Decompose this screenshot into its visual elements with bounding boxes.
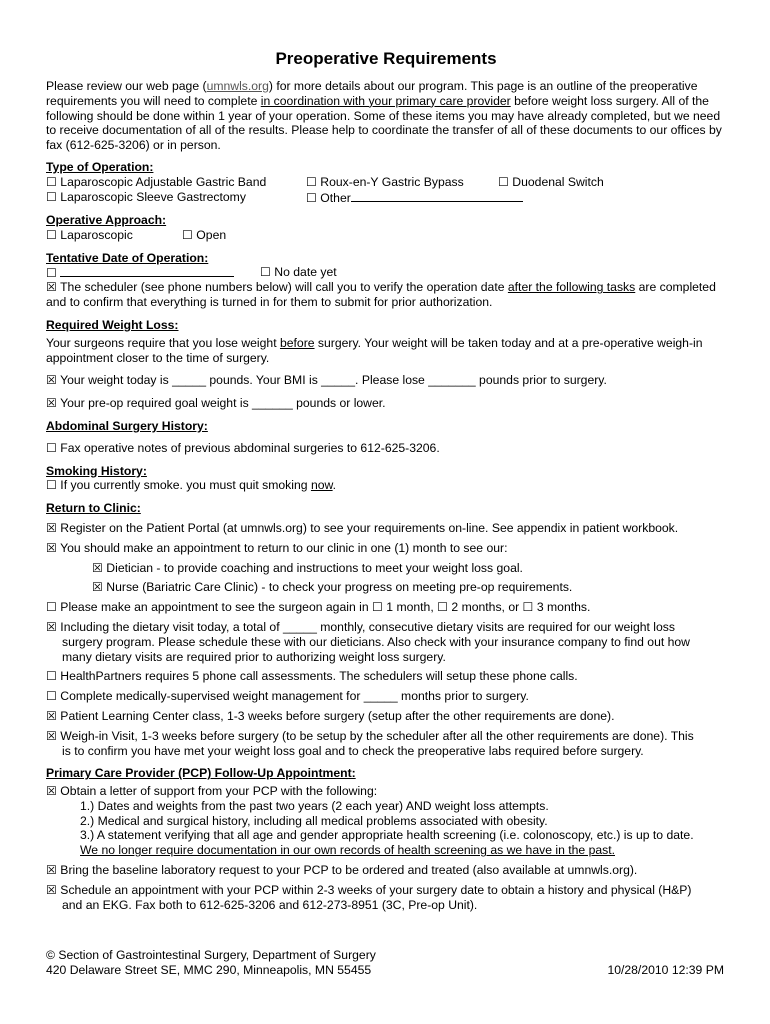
approach-options-row: [46, 228, 726, 243]
smoking-text: ☐ If you currently smoke. you must quit smoking: [46, 478, 311, 493]
footer-department: © Section of Gastrointestinal Surgery, Department of Surgery: [46, 948, 376, 962]
dietary-visits-line: ☒ Including the dietary visit today, a total of _____ monthly, consecutive dietary visits are required for our weight loss: [46, 619, 675, 634]
scheduler-text: ☒ The scheduler (see phone numbers below) will call you to verify the operation date: [46, 280, 508, 295]
pcp-screening-note: We no longer require documentation in our own records of health screening as we have in the past.: [80, 843, 615, 858]
document-page: [46, 48, 726, 912]
return-appointment-item[interactable]: ☒ You should make an appointment to return to our clinic in one (1) month to see our:: [46, 540, 508, 555]
footer-address: 420 Delaware Street SE, MMC 290, Minneapolis, MN 55455: [46, 962, 372, 977]
date-blank-line[interactable]: [60, 265, 234, 277]
option-other[interactable]: [306, 190, 523, 206]
weight-loss-underlined: before: [279, 335, 315, 350]
goal-weight-item[interactable]: ☒ Your pre-op required goal weight is ______ pounds or lower.: [46, 396, 386, 411]
operation-options-row: [46, 175, 726, 190]
footer-timestamp: 10/28/2010 12:39 PM: [607, 963, 724, 977]
option-sleeve-gastrectomy[interactable]: ☐ Laparoscopic Sleeve Gastrectomy: [46, 189, 246, 204]
dietary-visits-item[interactable]: [46, 620, 726, 664]
pcp-schedule-line: ☒ Schedule an appointment with your PCP within 2-3 weeks of your surgery date to obtain a history and physical (H&P): [46, 882, 692, 897]
nurse-item[interactable]: ☒ Nurse (Bariatric Care Clinic) - to check your progress on meeting pre-op requirements.: [92, 580, 573, 595]
weight-loss-heading: Required Weight Loss:: [46, 317, 179, 332]
weight-loss-text: Your surgeons require that you lose weight: [46, 335, 280, 350]
surgeon-appointment-item[interactable]: ☐ Please make an appointment to see the surgeon again in ☐ 1 month, ☐ 2 months, or ☐ 3 months.: [46, 600, 591, 615]
weight-today-item[interactable]: ☒ Your weight today is _____ pounds. Your BMI is _____. Please lose _______ pounds prior to surgery.: [46, 373, 607, 388]
checkbox-icon: ☐: [46, 266, 57, 281]
return-to-clinic-heading: Return to Clinic:: [46, 501, 141, 516]
other-blank-line[interactable]: [351, 190, 523, 202]
option-duodenal-switch[interactable]: ☐ Duodenal Switch: [498, 174, 604, 189]
scheduler-text: are completed and to confirm that everything is turned in for them to submit for prior authorization.: [46, 280, 716, 310]
option-open[interactable]: ☐ Open: [182, 227, 227, 242]
intro-text: Please review our web page (: [46, 79, 207, 93]
dietician-item[interactable]: ☒ Dietician - to provide coaching and instructions to meet your weight loss goal.: [92, 560, 523, 575]
smoking-underlined: now: [310, 478, 333, 493]
intro-underlined-text: in coordination with your primary care provider: [260, 93, 511, 108]
smoking-text: .: [332, 478, 337, 493]
option-no-date-yet[interactable]: ☐ No date yet: [260, 265, 337, 280]
weight-loss-text: surgery. Your weight will be taken today and at a pre-operative weigh-in appointment closer to the time of surgery.: [46, 335, 703, 365]
pcp-letter-subitem: 1.) Dates and weights from the past two years (2 each year) AND weight loss attempts.: [80, 798, 549, 813]
fax-notes-item[interactable]: ☐ Fax operative notes of previous abdominal surgeries to 612-625-3206.: [46, 440, 440, 455]
intro-text: ) for more details about our program. This page is an outline of the preoperative requirements you will need to complete: [46, 79, 698, 108]
pcp-letter-subitem: 3.) A statement verifying that all age and gender appropriate health screening (i.e. colonoscopy, etc.) is up to date.: [80, 828, 694, 843]
scheduler-underlined: after the following tasks: [507, 280, 636, 295]
option-other-label: ☐ Other: [306, 190, 351, 205]
pcp-schedule-item[interactable]: [46, 883, 726, 913]
scheduler-note: [46, 280, 726, 310]
weigh-in-line: ☒ Weigh-in Visit, 1-3 weeks before surgery (to be setup by the scheduler after all the other requirements are done). This: [46, 728, 694, 743]
intro-text: before weight loss surgery. All of the following should be done within 1 year of your operation. Some of these items you may have already completed, but we need to receive documentation of all of the results. Please help to coordinate the transfer of all of these documents to our offices by fax (612-625-3206) or in person.: [46, 93, 722, 153]
baseline-lab-item[interactable]: ☒ Bring the baseline laboratory request to your PCP to be ordered and treated (also available at umnwls.org).: [46, 863, 638, 878]
weight-management-item[interactable]: ☐ Complete medically-supervised weight management for _____ months prior to surgery.: [46, 689, 529, 704]
weigh-in-visit-item[interactable]: [46, 729, 726, 759]
option-gastric-band[interactable]: ☐ Laparoscopic Adjustable Gastric Band: [46, 174, 267, 189]
operative-approach-heading: Operative Approach:: [46, 212, 167, 227]
healthpartners-item[interactable]: ☐ HealthPartners requires 5 phone call assessments. The schedulers will setup these phone calls.: [46, 669, 578, 684]
date-option[interactable]: [46, 265, 234, 281]
pcp-heading: Primary Care Provider (PCP) Follow-Up Appointment:: [46, 766, 356, 781]
weigh-in-line: is to confirm you have met your weight loss goal and to check the preoperative labs required before surgery.: [62, 743, 644, 758]
page-title: Preoperative Requirements: [275, 49, 497, 68]
smoking-history-heading: Smoking History:: [46, 463, 147, 478]
option-gastric-bypass[interactable]: ☐ Roux-en-Y Gastric Bypass: [306, 174, 464, 189]
smoking-item[interactable]: [46, 478, 726, 493]
tentative-date-heading: Tentative Date of Operation:: [46, 250, 209, 265]
pcp-schedule-line: and an EKG. Fax both to 612-625-3206 and 612-273-8951 (3C, Pre-op Unit).: [62, 897, 478, 912]
patient-portal-item[interactable]: ☒ Register on the Patient Portal (at umnwls.org) to see your requirements on-line. See appendix in patient workbook.: [46, 520, 679, 535]
learning-center-item[interactable]: ☒ Patient Learning Center class, 1-3 weeks before surgery (setup after the other requirements are done).: [46, 708, 615, 723]
intro-paragraph: [46, 79, 726, 153]
weight-loss-paragraph: [46, 336, 726, 366]
date-options-row: [46, 265, 726, 280]
operation-options-row: [46, 190, 726, 205]
abdominal-history-heading: Abdominal Surgery History:: [46, 418, 208, 433]
pcp-letter-subitem: 2.) Medical and surgical history, including all medical problems associated with obesity.: [80, 813, 548, 828]
dietary-visits-line: surgery program. Please schedule these with our dieticians. Also check with your insurance company to find out how: [62, 634, 690, 649]
option-laparoscopic[interactable]: ☐ Laparoscopic: [46, 227, 133, 242]
dietary-visits-line: many dietary visits are required prior to authorizing weight loss surgery.: [62, 649, 446, 664]
type-of-operation-heading: Type of Operation:: [46, 159, 154, 174]
pcp-letter-item[interactable]: ☒ Obtain a letter of support from your PCP with the following:: [46, 784, 378, 799]
page-footer: [46, 948, 726, 978]
program-website-link[interactable]: umnwls.org: [206, 79, 269, 93]
